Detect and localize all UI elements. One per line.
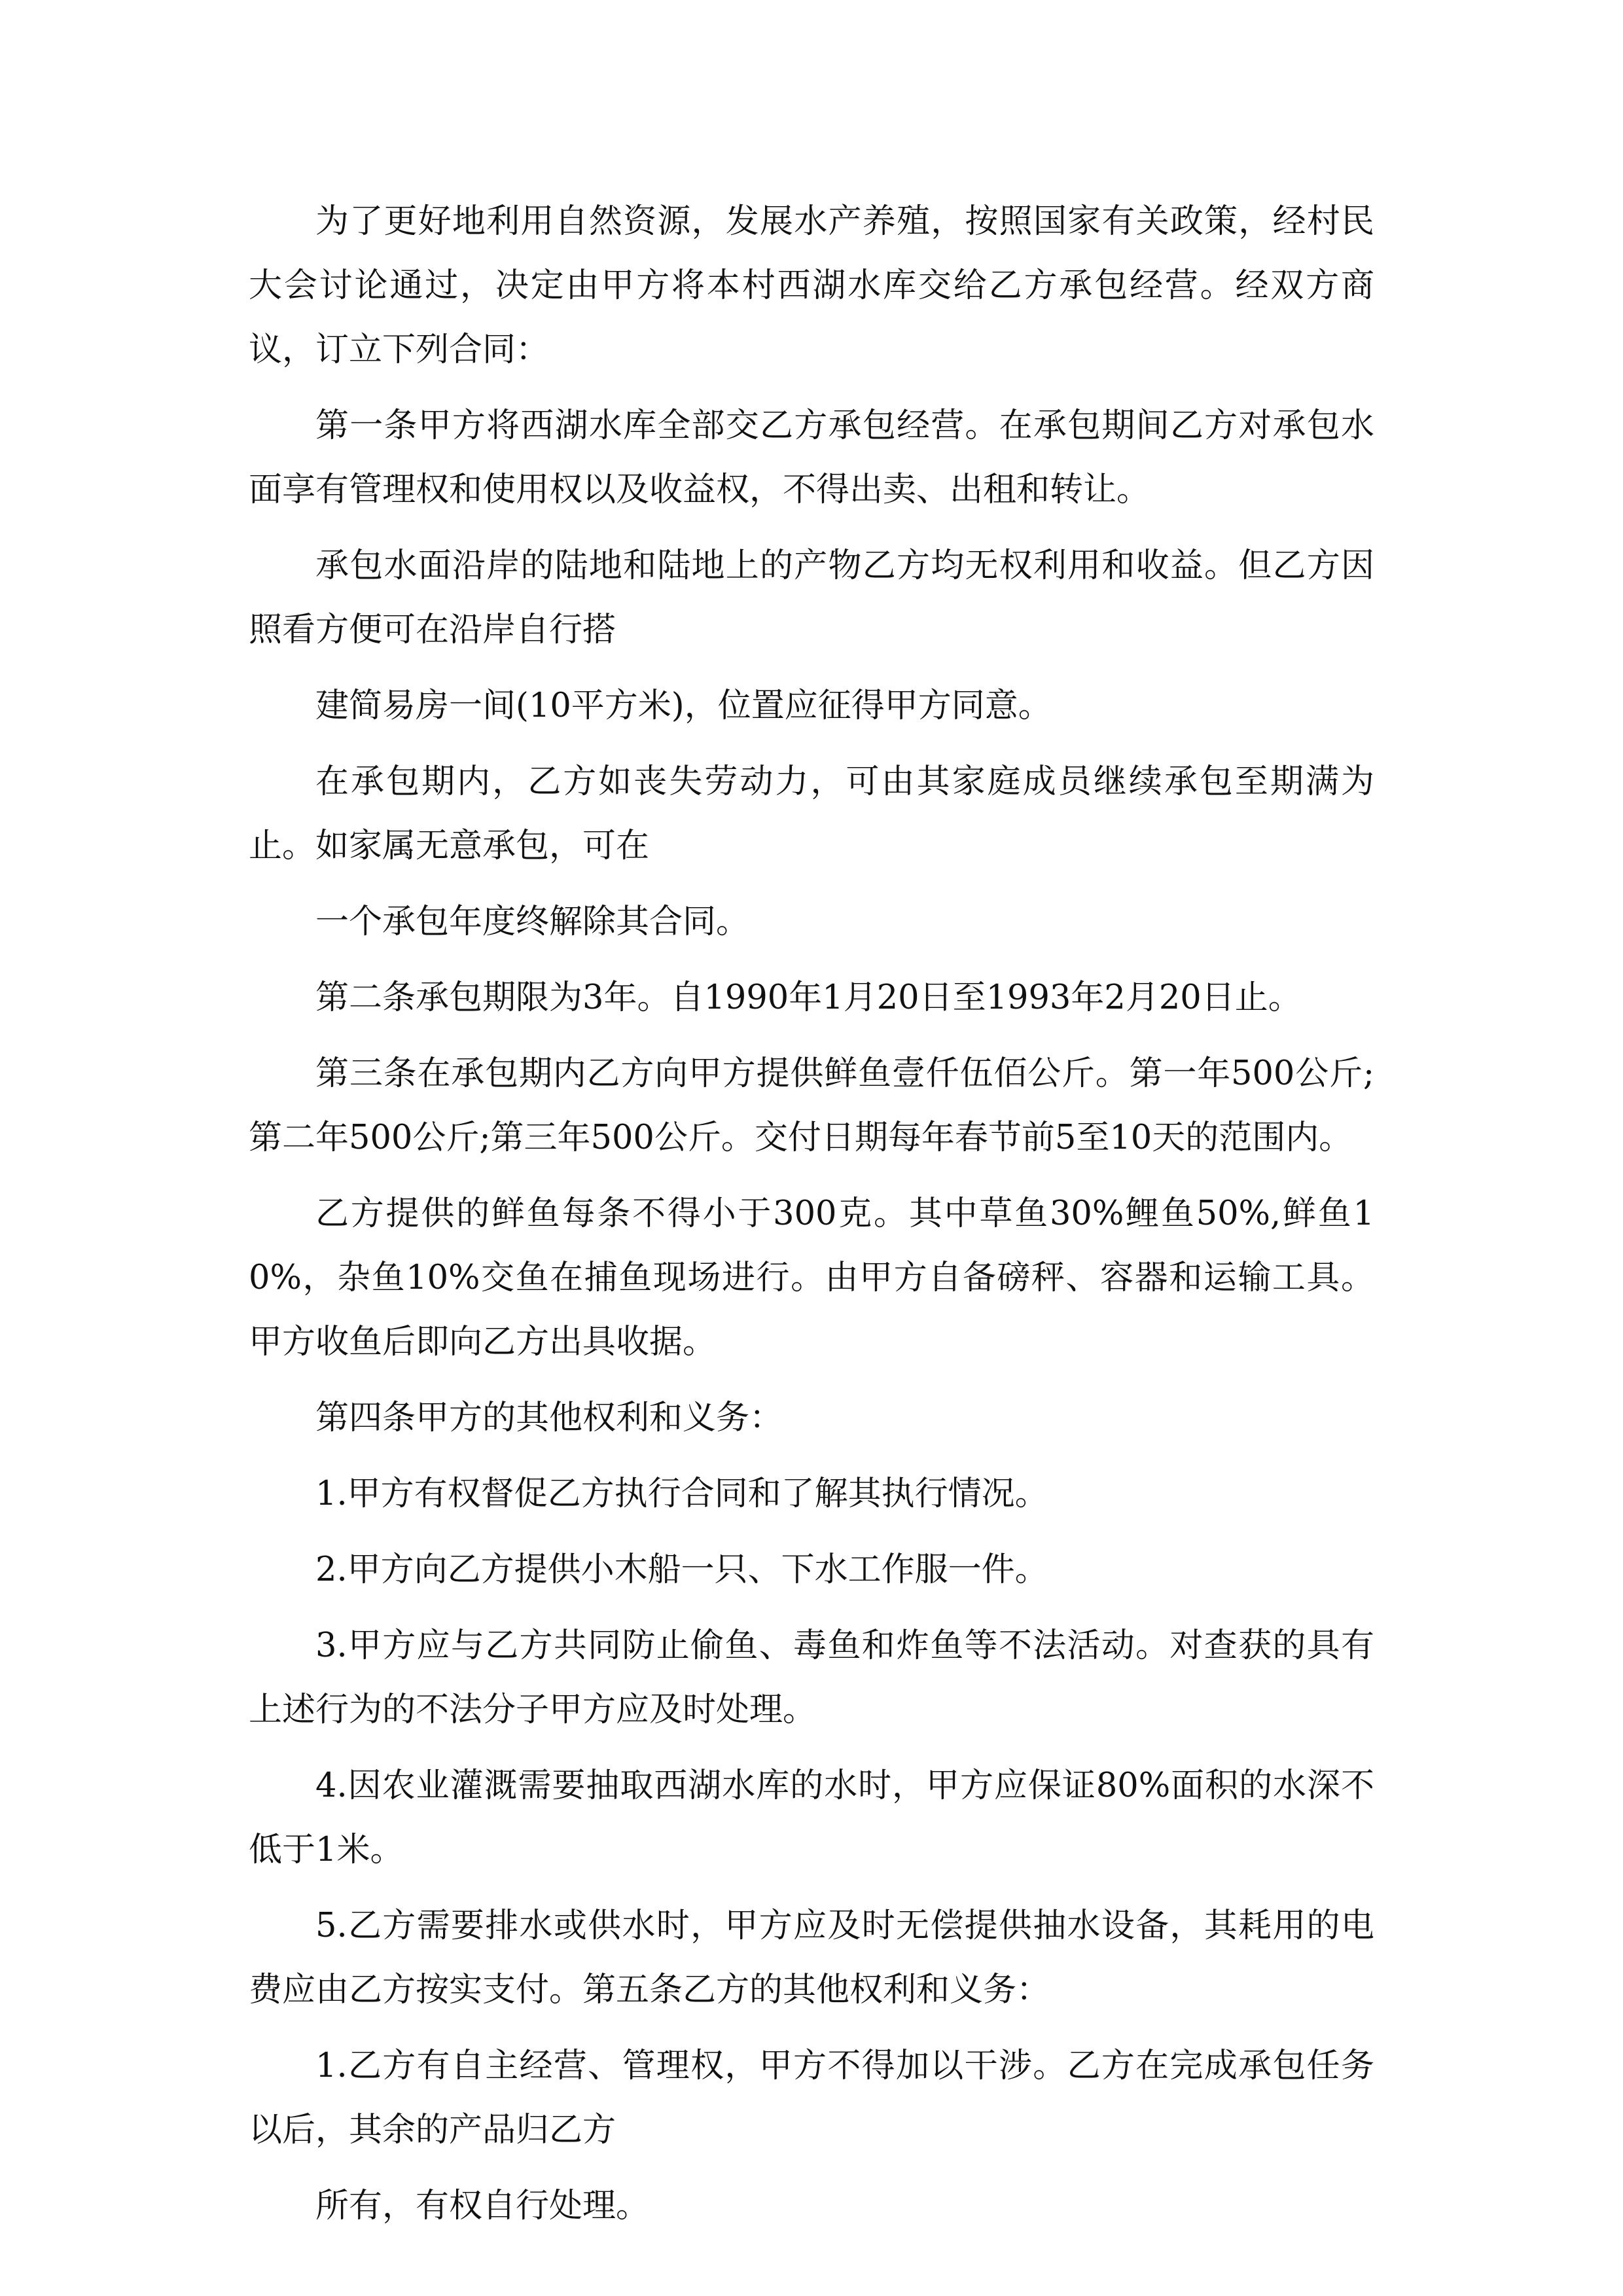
fish-spec-paragraph: 乙方提供的鲜鱼每条不得小于300克。其中草鱼30%鲤鱼50%,鲜鱼10%，杂鱼10%交鱼在捕鱼现场进行。由甲方自备磅秤、容器和运输工具。甲方收鱼后即向乙方出具收据。 [249, 1194, 1374, 1361]
article-1-paragraph: 第一条甲方将西湖水库全部交乙方承包经营。在承包期间乙方对承包水面享有管理权和使用权以及收益权，不得出卖、出租和转让。 [249, 406, 1374, 509]
ownership-paragraph: 所有，有权自行处理。 [315, 2187, 650, 2225]
article-4-item-3: 3.甲方应与乙方共同防止偷鱼、毒鱼和炸鱼等不法活动。对查获的具有上述行为的不法分子甲方应及时处理。 [249, 1626, 1374, 1729]
article-4-item-5: 5.乙方需要排水或供水时，甲方应及时无偿提供抽水设备，其耗用的电费应由乙方按实支付。第五条乙方的其他权利和义务： [249, 1907, 1374, 2009]
article-4-item-4: 4.因农业灌溉需要抽取西湖水库的水时，甲方应保证80%面积的水深不低于1米。 [249, 1767, 1374, 1869]
shore-land-paragraph: 承包水面沿岸的陆地和陆地上的产物乙方均无权利用和收益。但乙方因照看方便可在沿岸自行搭 [249, 547, 1374, 649]
document-body [249, 190, 1374, 2250]
simple-house-paragraph: 建简易房一间(10平方米)，位置应征得甲方同意。 [315, 687, 1052, 725]
labor-loss-paragraph: 在承包期内，乙方如丧失劳动力，可由其家庭成员继续承包至期满为止。如家属无意承包，可在 [249, 762, 1374, 865]
article-4-item-2: 2.甲方向乙方提供小木船一只、下水工作服一件。 [315, 1551, 1048, 1589]
article-4-heading: 第四条甲方的其他权利和义务： [315, 1399, 783, 1437]
article-2-paragraph: 第二条承包期限为3年。自1990年1月20日至1993年2月20日止。 [315, 978, 1302, 1017]
article-4-item-1: 1.甲方有权督促乙方执行合同和了解其执行情况。 [315, 1475, 1048, 1513]
article-3-paragraph: 第三条在承包期内乙方向甲方提供鲜鱼壹仟伍佰公斤。第一年500公斤;第二年500公斤;第三年500公斤。交付日期每年春节前5至10天的范围内。 [249, 1054, 1374, 1157]
intro-paragraph: 为了更好地利用自然资源，发展水产养殖，按照国家有关政策，经村民大会讨论通过，决定由甲方将本村西湖水库交给乙方承包经营。经双方商议，订立下列合同： [249, 202, 1374, 369]
contract-termination-paragraph: 一个承包年度终解除其合同。 [315, 903, 750, 941]
article-5-item-1: 1.乙方有自主经营、管理权，甲方不得加以干涉。乙方在完成承包任务以后，其余的产品归乙方 [249, 2047, 1374, 2149]
